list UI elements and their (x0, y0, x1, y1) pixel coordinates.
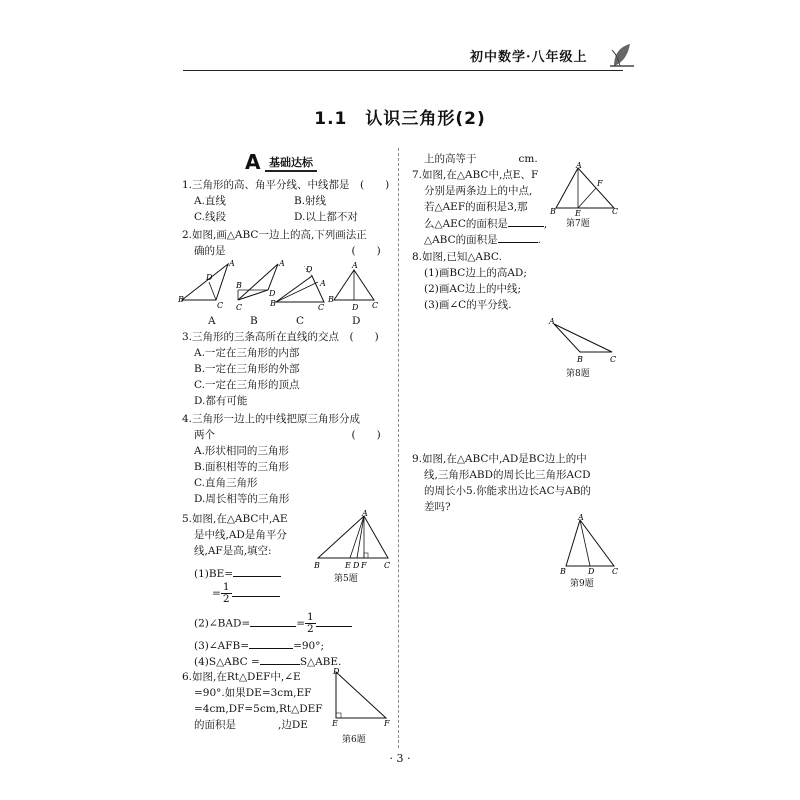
svg-text:C: C (372, 301, 379, 310)
q3-option-d: D.都有可能 (194, 395, 248, 407)
q8-figure (546, 314, 620, 366)
svg-text:B: B (270, 299, 276, 308)
q2-figure-b (235, 259, 285, 312)
svg-text:A: A (578, 513, 584, 522)
q9-figure (558, 512, 624, 578)
q5-part2-label: (2)∠BAD= (194, 617, 251, 630)
q3-option-b: B.一定在三角形的外部 (194, 363, 300, 375)
q5-part1-blank2[interactable] (232, 586, 280, 597)
q8-part2: (2)画AC边上的中线; (424, 283, 522, 295)
q5-part3 (194, 638, 324, 653)
svg-text:B: B (314, 561, 320, 570)
q5-part3-label: (3)∠AFB= (194, 640, 250, 652)
q1-option-b: B.射线 (294, 195, 327, 207)
q2-figure-c (269, 265, 326, 312)
q5-part4 (194, 654, 341, 669)
q7-blank1[interactable] (508, 216, 544, 227)
q2-label-a: A (208, 315, 216, 327)
q7-line4: 么△AEC的面积是 , (424, 218, 548, 230)
svg-text:B: B (328, 295, 334, 304)
q6-line1: 6.如图,在Rt△DEF中,∠E (182, 671, 301, 683)
q4-stem-line1: 4.三角形一边上的中线把原三角形分成 (182, 413, 361, 425)
svg-text:D: D (352, 303, 359, 312)
q5-part2-blank[interactable] (250, 616, 296, 627)
svg-text:C: C (217, 301, 224, 310)
q8-caption: 第8题 (566, 369, 590, 379)
page-title: 1.1 认识三角形(2) (314, 109, 486, 129)
q6-figure (328, 668, 394, 728)
q4-option-b: B.面积相等的三角形 (194, 461, 290, 473)
q5-stem-line2: 是中线,AD是角平分 (194, 529, 287, 541)
q1-option-c: C.线段 (194, 211, 226, 223)
q2-stem-line2: 确的是 ( ) (194, 245, 381, 257)
q5-part1 (194, 566, 281, 581)
q5-part2-fraction (305, 612, 316, 635)
q7-figure (548, 161, 620, 218)
q9-line1: 9.如图,在△ABC中,AD是BC边上的中 (412, 453, 587, 465)
q5-stem-line3: 线,AF是高,填空: (194, 545, 272, 557)
q5-part1-label: (1)BE= (194, 568, 234, 580)
column-divider (398, 148, 400, 748)
q5-part4-blank[interactable] (260, 654, 300, 665)
q1-stem: 1.三角形的高、角平分线、中线都是 ( ) (182, 179, 390, 191)
fraction-numerator: 1 (307, 611, 314, 623)
q4-option-d: D.周长相等的三角形 (194, 493, 290, 505)
q6-line4: 的面积是 ,边DE (194, 719, 308, 731)
svg-text:E: E (345, 561, 351, 570)
svg-text:B: B (560, 567, 566, 576)
svg-text:D: D (333, 667, 340, 676)
q5-part2-eq: = (296, 617, 305, 630)
q4-stem-line2: 两个 ( ) (194, 429, 381, 441)
fraction-numerator: 1 (222, 581, 230, 593)
running-header: 初中数学·八年级上 (470, 50, 588, 65)
q3-stem: 3.三角形的三条高所在直线的交点 ( ) (182, 331, 379, 343)
q2-figure-a (177, 259, 235, 310)
q2-label-b: B (250, 315, 258, 327)
section-letter: A (245, 150, 261, 174)
q7-line4-text: 么△AEC的面积是 (424, 218, 508, 230)
svg-text:F: F (384, 719, 390, 728)
q5-figure (312, 509, 392, 572)
svg-text:B: B (178, 295, 184, 304)
svg-text:A: A (549, 317, 555, 326)
q8-part3: (3)画∠C的平分线. (424, 299, 512, 311)
svg-text:C: C (612, 207, 619, 216)
q7-line5: △ABC的面积是 . (424, 234, 541, 246)
leaf-logo-icon (606, 40, 636, 70)
q5-part2-blank2[interactable] (316, 616, 352, 627)
q2-label-c: C (296, 315, 305, 327)
q9-line3: 的周长小5.你能求出边长AC与AB的 (424, 485, 591, 497)
q2-figure-d (327, 261, 378, 312)
svg-text:C: C (318, 303, 325, 312)
svg-text:B: B (236, 281, 242, 290)
svg-text:E: E (575, 209, 581, 218)
svg-text:E: E (332, 719, 338, 728)
q5-part4-tail: S△ABE. (299, 656, 342, 668)
svg-text:D: D (588, 567, 595, 576)
q6-caption: 第6题 (342, 735, 366, 745)
q5-part3-blank[interactable] (249, 638, 293, 649)
fraction-denominator: 2 (307, 623, 314, 635)
q4-option-a: A.形状相同的三角形 (194, 445, 289, 457)
svg-text:D: D (269, 289, 276, 298)
q1-option-d: D.以上都不对 (294, 211, 358, 223)
q9-line2: 线,三角形ABD的周长比三角形ACD (424, 469, 591, 481)
q2-label-d: D (352, 315, 361, 327)
svg-text:D: D (353, 561, 360, 570)
q3-option-a: A.一定在三角形的内部 (194, 347, 300, 359)
q2-stem-line1: 2.如图,画△ABC一边上的高,下列画法正 (182, 229, 367, 241)
q5-part1-half (212, 582, 280, 605)
q8-part1: (1)画BC边上的高AD; (424, 267, 527, 279)
q5-caption: 第5题 (334, 574, 358, 584)
q8-stem: 8.如图,已知△ABC. (412, 251, 502, 263)
page-number: · 3 · (389, 752, 411, 765)
svg-text:F: F (597, 179, 603, 188)
q7-line3: 若△AEF的面积是3,那 (424, 201, 528, 213)
svg-text:C: C (384, 561, 391, 570)
svg-text:B: B (550, 207, 556, 216)
q3-option-c: C.一定在三角形的顶点 (194, 379, 300, 391)
svg-text:A: A (576, 161, 582, 170)
q7-caption: 第7题 (566, 219, 590, 229)
q7-blank2[interactable] (498, 232, 538, 243)
q5-part1-blank[interactable] (233, 566, 281, 577)
svg-text:A: A (362, 509, 368, 518)
q2-figures (176, 258, 379, 316)
q6-continuation: 上的高等于 cm. (424, 153, 538, 165)
q5-part1-eq: = (212, 587, 221, 600)
q7-line2: 分别是两条边上的中点, (424, 185, 533, 197)
svg-text:A: A (279, 259, 285, 268)
svg-text:A: A (229, 259, 235, 268)
svg-text:C: C (236, 303, 243, 312)
q9-line4: 差吗? (424, 501, 451, 513)
svg-text:A: A (320, 279, 326, 288)
q5-part2 (194, 612, 352, 635)
q5-part3-tail: =90°; (293, 640, 325, 652)
svg-text:D: D (206, 273, 213, 282)
q1-option-a: A.直线 (194, 195, 226, 207)
svg-text:D: D (306, 265, 313, 274)
q5-part4-label: (4)S△ABC = (194, 656, 260, 668)
svg-text:C: C (612, 567, 619, 576)
q4-option-c: C.直角三角形 (194, 477, 258, 489)
q7-line5-text: △ABC的面积是 (424, 234, 498, 246)
q7-line1: 7.如图,在△ABC中,点E、F (412, 169, 539, 181)
q9-caption: 第9题 (570, 579, 594, 589)
header-rule (183, 70, 623, 71)
fraction-denominator: 2 (222, 593, 230, 605)
section-badge (245, 150, 365, 172)
svg-text:C: C (610, 355, 617, 364)
svg-text:B: B (577, 355, 583, 364)
svg-text:A: A (352, 261, 358, 270)
q6-line2: =90°.如果DE=3cm,EF (194, 687, 312, 699)
section-label: 基础达标 (265, 154, 317, 172)
q5-fraction-half (221, 582, 232, 605)
q6-line3: =4cm,DF=5cm,Rt△DEF (194, 703, 323, 715)
q5-stem-line1: 5.如图,在△ABC中,AE (182, 513, 288, 525)
svg-text:F: F (361, 561, 367, 570)
